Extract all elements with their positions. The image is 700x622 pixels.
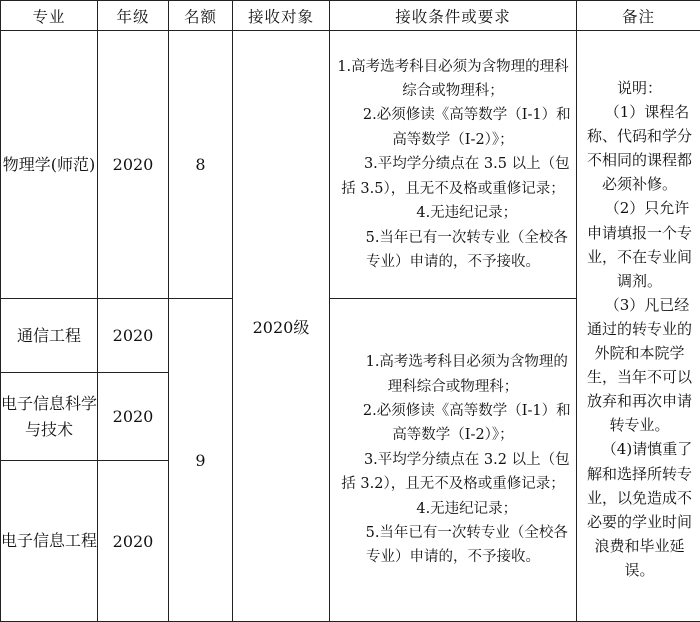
condition-item: 1.高考选考科目必须为含物理的理科综合或物理科； (334, 55, 572, 104)
condition-item: 5.当年已有一次转专业（全校各专业）申请的，不予接收。 (334, 521, 572, 570)
conditions-cell (330, 299, 577, 622)
condition-item: 4.无违纪记录； (334, 201, 572, 225)
header-major: 专业 (1, 1, 98, 31)
condition-item: 3.平均学分绩点在 3.2 以上（包括 3.2），且无不及格或重修记录； (334, 448, 572, 497)
condition-item: 5.当年已有一次转专业（全校各专业）申请的，不予接收。 (334, 226, 572, 275)
header-conditions: 接收条件或要求 (330, 1, 577, 31)
header-grade: 年级 (98, 1, 169, 31)
grade-cell: 2020 (98, 461, 169, 622)
table-row (1, 31, 700, 299)
header-row (1, 1, 700, 31)
quota-cell: 8 (169, 31, 233, 299)
major-cell: 通信工程 (1, 299, 98, 373)
condition-item: 3.平均学分绩点在 3.5 以上（包括 3.5），且无不及格或重修记录； (334, 152, 572, 201)
grade-cell: 2020 (98, 31, 169, 299)
major-cell: 电子信息科学与技术 (1, 373, 98, 461)
major-cell: 物理学(师范) (1, 31, 98, 299)
header-target: 接收对象 (233, 1, 330, 31)
note-item: （2）只允许申请填报一个专业，不在专业间调剂。 (584, 196, 695, 292)
note-item: （1）课程名称、代码和学分不相同的课程都必须补修。 (584, 100, 695, 196)
condition-item: 2.必须修读《高等数学（I-1）和高等数学（I-2）》； (334, 399, 572, 448)
major-cell: 电子信息工程 (1, 461, 98, 622)
target-cell: 2020级 (233, 31, 330, 622)
condition-item: 2.必须修读《高等数学（I-1）和高等数学（I-2）》； (334, 103, 572, 152)
header-notes: 备注 (577, 1, 700, 31)
header-quota: 名额 (169, 1, 233, 31)
note-item: （3）凡已经通过的转专业的外院和本院学生，当年不可以放弃和再次申请转专业。 (584, 293, 695, 438)
condition-item: 1.高考选考科目必须为含物理的理科综合或物理科； (334, 350, 572, 399)
notes-cell (577, 31, 700, 622)
note-item: （4)请慎重了解和选择所转专业，以免造成不必要的学业时间浪费和毕业延误。 (584, 437, 695, 582)
notes-intro: 说明： (584, 76, 695, 100)
grade-cell: 2020 (98, 373, 169, 461)
condition-item: 4.无违纪记录； (334, 497, 572, 521)
quota-cell: 9 (169, 299, 233, 622)
conditions-cell (330, 31, 577, 299)
grade-cell: 2020 (98, 299, 169, 373)
